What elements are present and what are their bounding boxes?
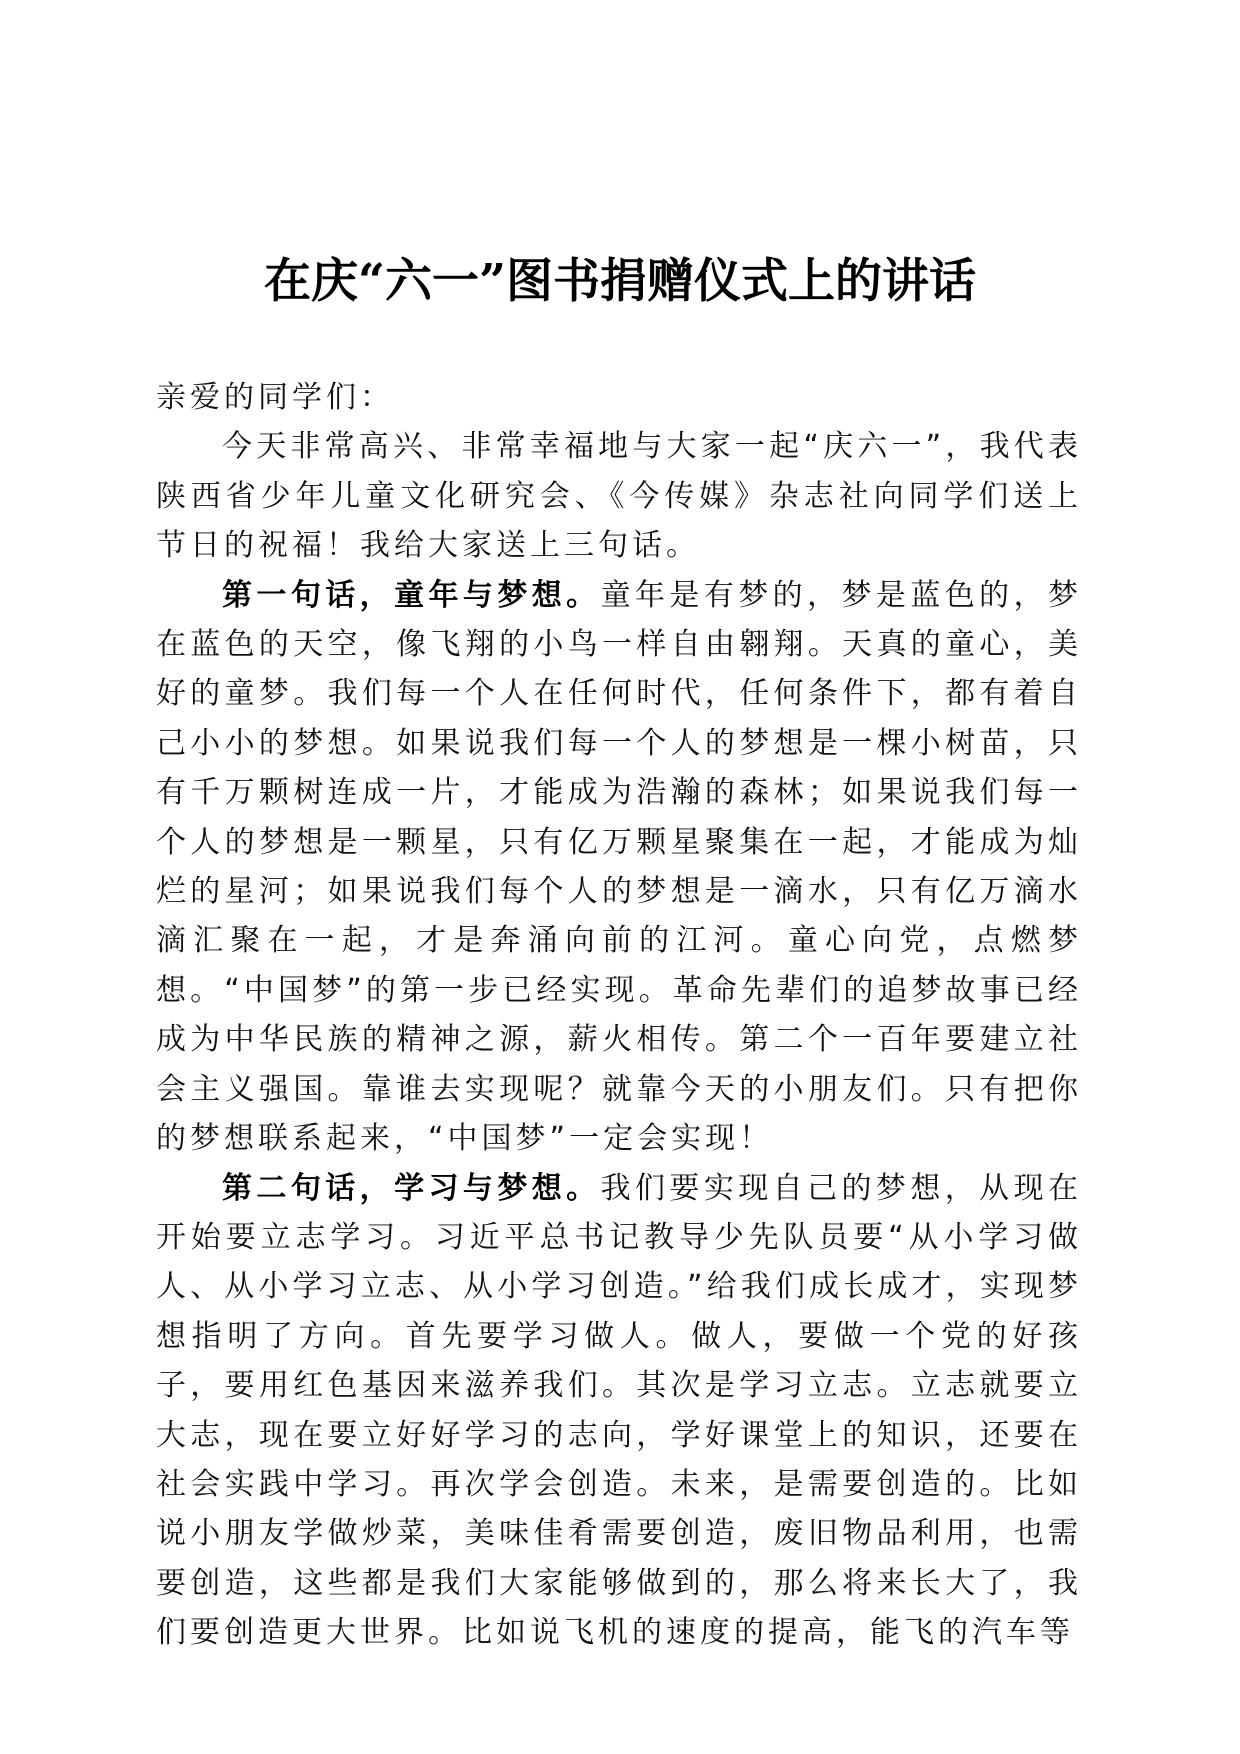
paragraph-second-point-text: 我们要实现自己的梦想，从现在开始要立志学习。习近平总书记教导少先队员要“从小学习做人、从小学习立志、从小学习创造。”给我们成长成才，实现梦想指明了方向。首先要学习做人。做人，要做一个党的好孩子，要用红色基因来滋养我们。其次是学习立志。立志就要立大志，现在要立好好学习的志向，学好课堂上的知识，还要在社会实践中学习。再次学会创造。未来，是需要创造的。比如说小朋友学做炒菜，美味佳肴需要创造，废旧物品利用，也需要创造，这些都是我们大家能够做到的，那么将来长大了，我们要创造更大世界。比如说飞机的速度的提高，能飞的汽车等 <box>156 1170 1083 1651</box>
paragraph-first-point <box>156 571 1082 1164</box>
paragraph-second-point-lead: 第二句话，学习与梦想。 <box>222 1170 601 1206</box>
document-title: 在庆“六一”图书捐赠仪式上的讲话 <box>263 254 977 309</box>
paragraph-first-point-lead: 第一句话，童年与梦想。 <box>222 577 601 613</box>
paragraph-first-point-text: 童年是有梦的，梦是蓝色的，梦在蓝色的天空，像飞翔的小鸟一样自由翱翔。天真的童心，美好的童梦。我们每一个人在任何时代，任何条件下，都有着自己小小的梦想。如果说我们每一个人的梦想是一棵小树苗，只有千万颗树连成一片，才能成为浩瀚的森林；如果说我们每一个人的梦想是一颗星，只有亿万颗星聚集在一起，才能成为灿烂的星河；如果说我们每个人的梦想是一滴水，只有亿万滴水滴汇聚在一起，才是奔涌向前的江河。童心向党，点燃梦想。“中国梦”的第一步已经实现。革命先辈们的追梦故事已经成为中华民族的精神之源，薪火相传。第二个一百年要建立社会主义强国。靠谁去实现呢？就靠今天的小朋友们。只有把你的梦想联系起来，“中国梦”一定会实现！ <box>156 577 1083 1157</box>
paragraph-intro-text: 今天非常高兴、非常幸福地与大家一起“庆六一”，我代表陕西省少年儿童文化研究会、《今传媒》杂志社向同学们送上节日的祝福！我给大家送上三句话。 <box>156 429 1082 564</box>
paragraph-second-point <box>156 1164 1082 1658</box>
salutation: 亲爱的同学们： <box>156 380 394 415</box>
paragraph-intro <box>156 422 1082 570</box>
document-body <box>156 373 1082 1658</box>
